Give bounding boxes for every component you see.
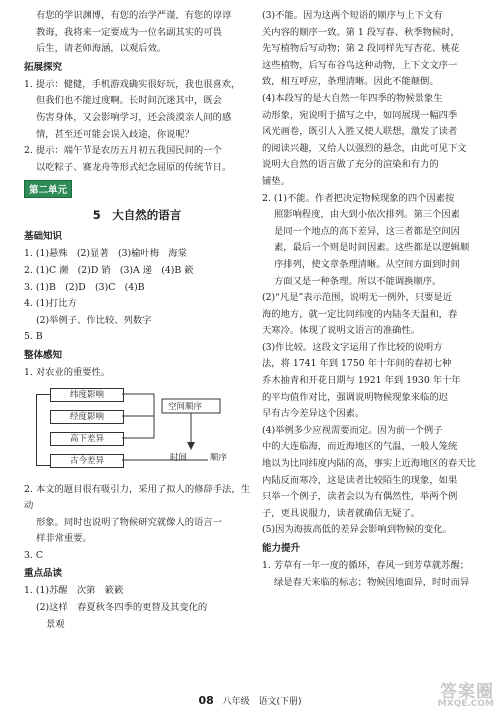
text-line: 样非常重要。 bbox=[36, 533, 92, 545]
text-line: 的平均值作对比，强调说明物候现象来临的迟 bbox=[262, 391, 448, 403]
text-line: (5)因为海拔高低的差异会影响到物候的变化。 bbox=[262, 524, 452, 536]
diagram-box: 纬度影响 bbox=[50, 388, 124, 402]
subject-label: 语文(下册) bbox=[258, 697, 302, 707]
text-line: 2. 本文的题目很有吸引力，采用了拟人的修辞手法，生动 bbox=[24, 483, 250, 512]
diagram-bracket bbox=[36, 394, 51, 466]
text-line: 天寒冷。体现了说明文语言的准确性。 bbox=[262, 325, 421, 337]
structure-diagram bbox=[24, 384, 250, 480]
text-line: 先写植物后写动物；第 2 段同样先写杏花、桃花 bbox=[262, 43, 460, 55]
text-line: 2. (1)不能。作者把决定物候现象的四个因素按 bbox=[262, 192, 455, 204]
left-column bbox=[24, 8, 250, 633]
text-line: (3)作比较。这段文字运用了作比较的说明方 bbox=[262, 341, 443, 353]
watermark-line: MXQE.COM bbox=[437, 699, 494, 709]
text-line: 3. C bbox=[24, 549, 43, 561]
text-line: 2. 提示：端午节是农历五月初五我国民间的一个 bbox=[24, 145, 222, 157]
watermark-line: 答案圈 bbox=[440, 682, 494, 702]
answer-q2-1 bbox=[262, 191, 482, 291]
answer-q2-2 bbox=[262, 290, 482, 340]
space-order-label: 空间顺序 bbox=[168, 401, 203, 412]
text-line: 动形象，宛说明于描写之中，如同展现一幅四季 bbox=[262, 109, 458, 121]
text-line: 5. B bbox=[24, 331, 43, 343]
text-line: 的阅读兴趣，又给人以强烈的悬念，由此可见下文 bbox=[262, 142, 467, 154]
basic-answers bbox=[24, 246, 250, 346]
text-line: 这些植物，后写布谷鸟这种动物，上下文文序一 bbox=[262, 59, 458, 71]
text-line: 法，将 1741 年到 1750 年十年间的春初七种 bbox=[262, 358, 452, 370]
text-line: 形象。同时也说明了物候研究就像人的语言一 bbox=[36, 516, 222, 528]
text-line: 3. (1)B (2)D (3)C (4)B bbox=[24, 281, 145, 293]
text-line: (2)举例子、作比较、列数字 bbox=[36, 314, 152, 326]
watermark-logo bbox=[437, 682, 494, 710]
unit-label: 第二单元 bbox=[24, 180, 72, 198]
overall-q2 bbox=[24, 482, 250, 548]
text-line: 2. (1)C 濒 (2)D 销 (3)A 递 (4)B 簌 bbox=[24, 264, 194, 276]
diagram-box: 经度影响 bbox=[50, 410, 124, 424]
answer-q2-4 bbox=[262, 423, 482, 523]
text-line: (4)举例多少应视需要而定。因为前一个例子 bbox=[262, 424, 443, 436]
text-line: 是同一个地点的高下差异，这三者都是空间因 bbox=[274, 225, 460, 237]
text-line: 后生，请老师海涵，以观后效。 bbox=[36, 43, 167, 55]
text-line: 1. 对农业的重要性。 bbox=[24, 366, 111, 378]
text-line: 乔木抽青和开花日期与 1921 年到 1930 年十年 bbox=[262, 375, 461, 387]
text-line: 铺垫。 bbox=[262, 175, 290, 187]
text-line: 序排列，使文章条理清晰。从空间方面到时间 bbox=[274, 258, 460, 270]
grade-label: 八年级 bbox=[222, 697, 250, 707]
text-line: 方面又是一种条理。所以不能调换顺序。 bbox=[274, 275, 442, 287]
text-line: 1. (1)苏醒 次第 簌簌 bbox=[24, 585, 124, 597]
text-line: 伤害身体，又会影响学习，还会淡漠亲人间的感 bbox=[36, 111, 232, 123]
text-line: 以吃粽子、赛龙舟等形式纪念屈原的传统节日。 bbox=[36, 161, 232, 173]
text-line: 致，相互呼应，条理清晰。因此不能颠倒。 bbox=[262, 76, 439, 88]
answer-p2 bbox=[262, 91, 482, 191]
section-heading-basic: 基础知识 bbox=[24, 231, 63, 243]
text-line: 1. 芳草有一年一度的循环，春风一到芳草就苏醒； bbox=[262, 560, 470, 571]
section-heading-ability: 能力提升 bbox=[262, 543, 301, 554]
text-line: 绿是春天来临的标志；物候因地面异，时时而异 bbox=[274, 576, 470, 588]
text-line: 1. (1)悬殊 (2)显著 (3)榆叶梅 海棠 bbox=[24, 248, 187, 260]
text-line: 有您的学识渊博，有您的治学严谨，有您的谆谆 bbox=[36, 10, 232, 21]
page-number: 08 bbox=[198, 694, 214, 707]
text-line: 关内容的顺序一致。第 1 段写春、秋季物候时， bbox=[262, 26, 460, 38]
ability-q1 bbox=[262, 558, 482, 591]
text-line: 海的地方，就一定比同纬度的内陆冬天温和，春 bbox=[262, 308, 458, 320]
text-line: 照影响程度，由大到小依次排列。第三个因素 bbox=[274, 209, 460, 221]
text-line: 早有古今差异这个因素。 bbox=[262, 408, 365, 420]
text-line: 中的大连临海，而近海地区的气温，一般人笼统 bbox=[262, 441, 458, 453]
intro-paragraph bbox=[24, 8, 250, 58]
order-label: 顺序 bbox=[210, 452, 228, 463]
time-label: 时间 bbox=[170, 452, 188, 463]
key-answers bbox=[24, 583, 250, 633]
text-line: 4. (1)打比方 bbox=[24, 298, 77, 310]
section-heading-key: 重点品读 bbox=[24, 568, 63, 580]
section-heading-overall: 整体感知 bbox=[24, 349, 63, 361]
text-line: 景观 bbox=[46, 618, 65, 630]
diagram-box: 古今差异 bbox=[50, 454, 124, 468]
page-footer bbox=[0, 694, 500, 707]
text-line: (2)“凡是”表示范围，说明无一例外，只要是近 bbox=[262, 292, 453, 304]
expand-q2 bbox=[24, 143, 250, 176]
text-line: (4)本段写的是大自然一年四季的物候景象生 bbox=[262, 92, 443, 104]
text-line: 只举一个例子，读者会以为有偶然性，举两个例 bbox=[262, 491, 458, 503]
text-line: 地以为比同纬度内陆的高，事实上近海地区的春天比 bbox=[262, 458, 476, 470]
text-line: 情，甚至还可能会误入歧途，你说呢？ bbox=[36, 128, 195, 140]
text-line: 素，最后一个则是时间因素。这些都是以逻辑顺 bbox=[274, 242, 470, 254]
expand-q1 bbox=[24, 77, 250, 143]
answer-q2-3 bbox=[262, 340, 482, 423]
text-line: 风光画卷，既引人入胜又使人联想，激发了读者 bbox=[262, 126, 458, 138]
diagram-box: 高下差异 bbox=[50, 432, 124, 446]
text-line: (3)不能。因为这两个短语的顺序与上下文有 bbox=[262, 10, 443, 21]
text-line: 说明大自然的语言做了充分的渲染和有力的 bbox=[262, 159, 439, 171]
text-line: 但我们也不能过度啊。长时间沉迷其中，既会 bbox=[36, 95, 222, 107]
lesson-title: 5 大自然的语言 bbox=[92, 208, 182, 223]
right-column bbox=[262, 8, 482, 591]
text-line: 子，更具说服力，读者就确信无疑了。 bbox=[262, 507, 421, 519]
text-line: 内陆反而寒冷，这是读者比较陌生的现象，如果 bbox=[262, 474, 458, 486]
section-heading-expand: 拓展探究 bbox=[24, 61, 63, 73]
text-line: 1. 提示：健健，手机游戏确实很好玩，我也很喜欢， bbox=[24, 78, 241, 90]
text-line: (2)这样 春夏秋冬四季的更替及其变化的 bbox=[36, 602, 208, 614]
text-line: 教诲，我将来一定要成为一位名副其实的可畏 bbox=[36, 26, 222, 38]
answer-p1 bbox=[262, 8, 482, 91]
diagram-connectors bbox=[122, 384, 232, 480]
